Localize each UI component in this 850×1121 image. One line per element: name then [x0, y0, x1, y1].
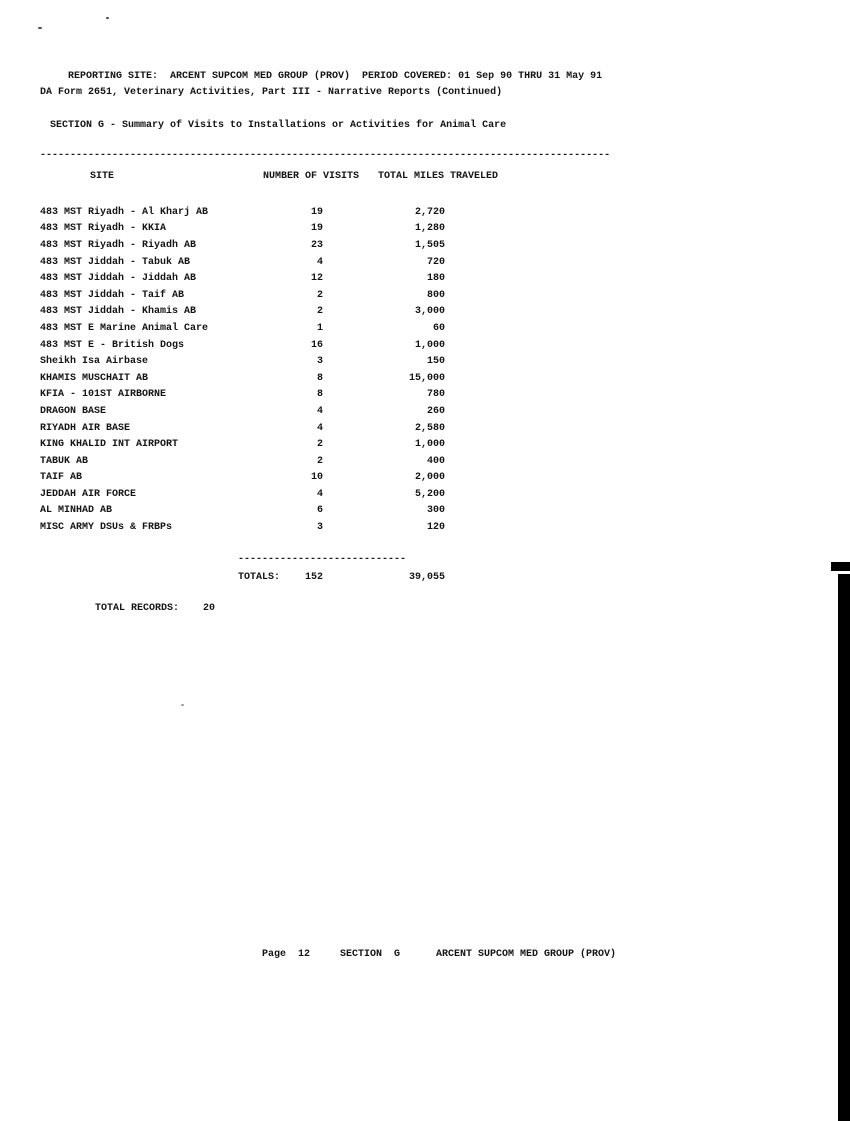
visits-cell: 10 — [310, 472, 323, 484]
table-row — [40, 204, 445, 221]
site-table-body — [40, 204, 445, 536]
visits-cell: 4 — [316, 422, 323, 434]
site-cell: RIYADH AIR BASE — [40, 422, 131, 434]
table-row — [40, 237, 445, 254]
visits-cell: 8 — [316, 372, 323, 384]
site-cell: JEDDAH AIR FORCE — [40, 488, 137, 500]
site-cell: 483 MST E Marine Animal Care — [40, 322, 209, 334]
scan-artifact-bar — [838, 574, 850, 1121]
miles-cell: 1,280 — [414, 223, 445, 235]
miles-cell: 2,580 — [414, 422, 445, 434]
column-header-miles: TOTAL MILES TRAVELED — [378, 171, 499, 182]
column-header-visits: NUMBER OF VISITS — [263, 171, 360, 182]
miles-cell: 180 — [426, 273, 445, 285]
site-cell: 483 MST Riyadh - KKIA — [40, 223, 167, 235]
table-row — [40, 353, 445, 370]
visits-cell: 19 — [310, 206, 323, 218]
scan-artifact-mark — [831, 562, 850, 571]
table-row — [40, 403, 445, 420]
visits-cell: 4 — [316, 405, 323, 417]
table-row — [40, 221, 445, 238]
site-cell: KFIA - 101ST AIRBORNE — [40, 389, 167, 401]
table-row — [40, 453, 445, 470]
table-row — [40, 370, 445, 387]
miles-cell: 3,000 — [414, 306, 445, 318]
section-title: SECTION G - Summary of Visits to Installations or Activities for Animal Care — [50, 120, 507, 131]
table-row — [40, 470, 445, 487]
visits-cell: 1 — [316, 322, 323, 334]
visits-cell: 3 — [316, 356, 323, 368]
miles-cell: 150 — [426, 356, 445, 368]
totals-visits-value: 152 — [304, 572, 323, 583]
visits-cell: 4 — [316, 256, 323, 268]
site-cell: KHAMIS MUSCHAIT AB — [40, 372, 149, 384]
site-cell: TAIF AB — [40, 472, 83, 484]
table-row — [40, 436, 445, 453]
site-cell: TABUK AB — [40, 455, 89, 467]
miles-cell: 15,000 — [408, 372, 445, 384]
scan-speck — [38, 27, 42, 29]
table-row — [40, 287, 445, 304]
separator-line: ----------------------------------------------------------------------------------------------- — [40, 150, 611, 161]
visits-cell: 4 — [316, 488, 323, 500]
table-row — [40, 270, 445, 287]
miles-cell: 1,000 — [414, 439, 445, 451]
page-footer: Page 12 SECTION G ARCENT SUPCOM MED GROUP (PROV) — [262, 949, 617, 960]
table-row — [40, 304, 445, 321]
table-row — [40, 320, 445, 337]
visits-cell: 3 — [316, 522, 323, 534]
site-cell: KING KHALID INT AIRPORT — [40, 439, 179, 451]
table-row — [40, 387, 445, 404]
visits-cell: 2 — [316, 455, 323, 467]
table-row — [40, 254, 445, 271]
table-row — [40, 420, 445, 437]
miles-cell: 2,000 — [414, 472, 445, 484]
miles-cell: 60 — [432, 322, 445, 334]
miles-cell: 300 — [426, 505, 445, 517]
visits-cell: 16 — [310, 339, 323, 351]
visits-cell: 23 — [310, 239, 323, 251]
table-row — [40, 486, 445, 503]
report-header-line2: DA Form 2651, Veterinary Activities, Part III - Narrative Reports (Continued) — [40, 87, 503, 98]
miles-cell: 720 — [426, 256, 445, 268]
site-cell: MISC ARMY DSUs & FRBPs — [40, 522, 173, 534]
miles-cell: 2,720 — [414, 206, 445, 218]
total-records-value: 20 — [203, 603, 216, 614]
site-cell: 483 MST E - British Dogs — [40, 339, 185, 351]
report-header-line1: REPORTING SITE: ARCENT SUPCOM MED GROUP (PROV) PERIOD COVERED: 01 Sep 90 THRU 31 May 91 — [68, 71, 603, 82]
column-header-site: SITE — [90, 171, 115, 182]
visits-cell: 12 — [310, 273, 323, 285]
site-cell: 483 MST Jiddah - Khamis AB — [40, 306, 197, 318]
table-row — [40, 519, 445, 536]
visits-cell: 2 — [316, 439, 323, 451]
site-cell: Sheikh Isa Airbase — [40, 356, 149, 368]
site-cell: 483 MST Jiddah - Tabuk AB — [40, 256, 191, 268]
miles-cell: 780 — [426, 389, 445, 401]
site-cell: DRAGON BASE — [40, 405, 107, 417]
site-cell: 483 MST Jiddah - Jiddah AB — [40, 273, 197, 285]
table-row — [40, 503, 445, 520]
miles-cell: 400 — [426, 455, 445, 467]
miles-cell: 1,000 — [414, 339, 445, 351]
miles-cell: 5,200 — [414, 488, 445, 500]
scan-speck — [181, 704, 184, 706]
miles-cell: 800 — [426, 289, 445, 301]
visits-cell: 19 — [310, 223, 323, 235]
visits-cell: 2 — [316, 289, 323, 301]
visits-cell: 2 — [316, 306, 323, 318]
site-cell: 483 MST Jiddah - Taif AB — [40, 289, 185, 301]
total-records-label: TOTAL RECORDS: — [95, 603, 180, 614]
totals-miles-value: 39,055 — [408, 572, 445, 583]
site-cell: 483 MST Riyadh - Riyadh AB — [40, 239, 197, 251]
site-cell: AL MINHAD AB — [40, 505, 113, 517]
totals-label: TOTALS: — [238, 572, 281, 583]
miles-cell: 260 — [426, 405, 445, 417]
miles-cell: 120 — [426, 522, 445, 534]
visits-cell: 8 — [316, 389, 323, 401]
totals-separator: ---------------------------- — [238, 554, 407, 565]
table-row — [40, 337, 445, 354]
visits-cell: 6 — [316, 505, 323, 517]
site-cell: 483 MST Riyadh - Al Kharj AB — [40, 206, 209, 218]
miles-cell: 1,505 — [414, 239, 445, 251]
scan-speck — [106, 17, 109, 19]
